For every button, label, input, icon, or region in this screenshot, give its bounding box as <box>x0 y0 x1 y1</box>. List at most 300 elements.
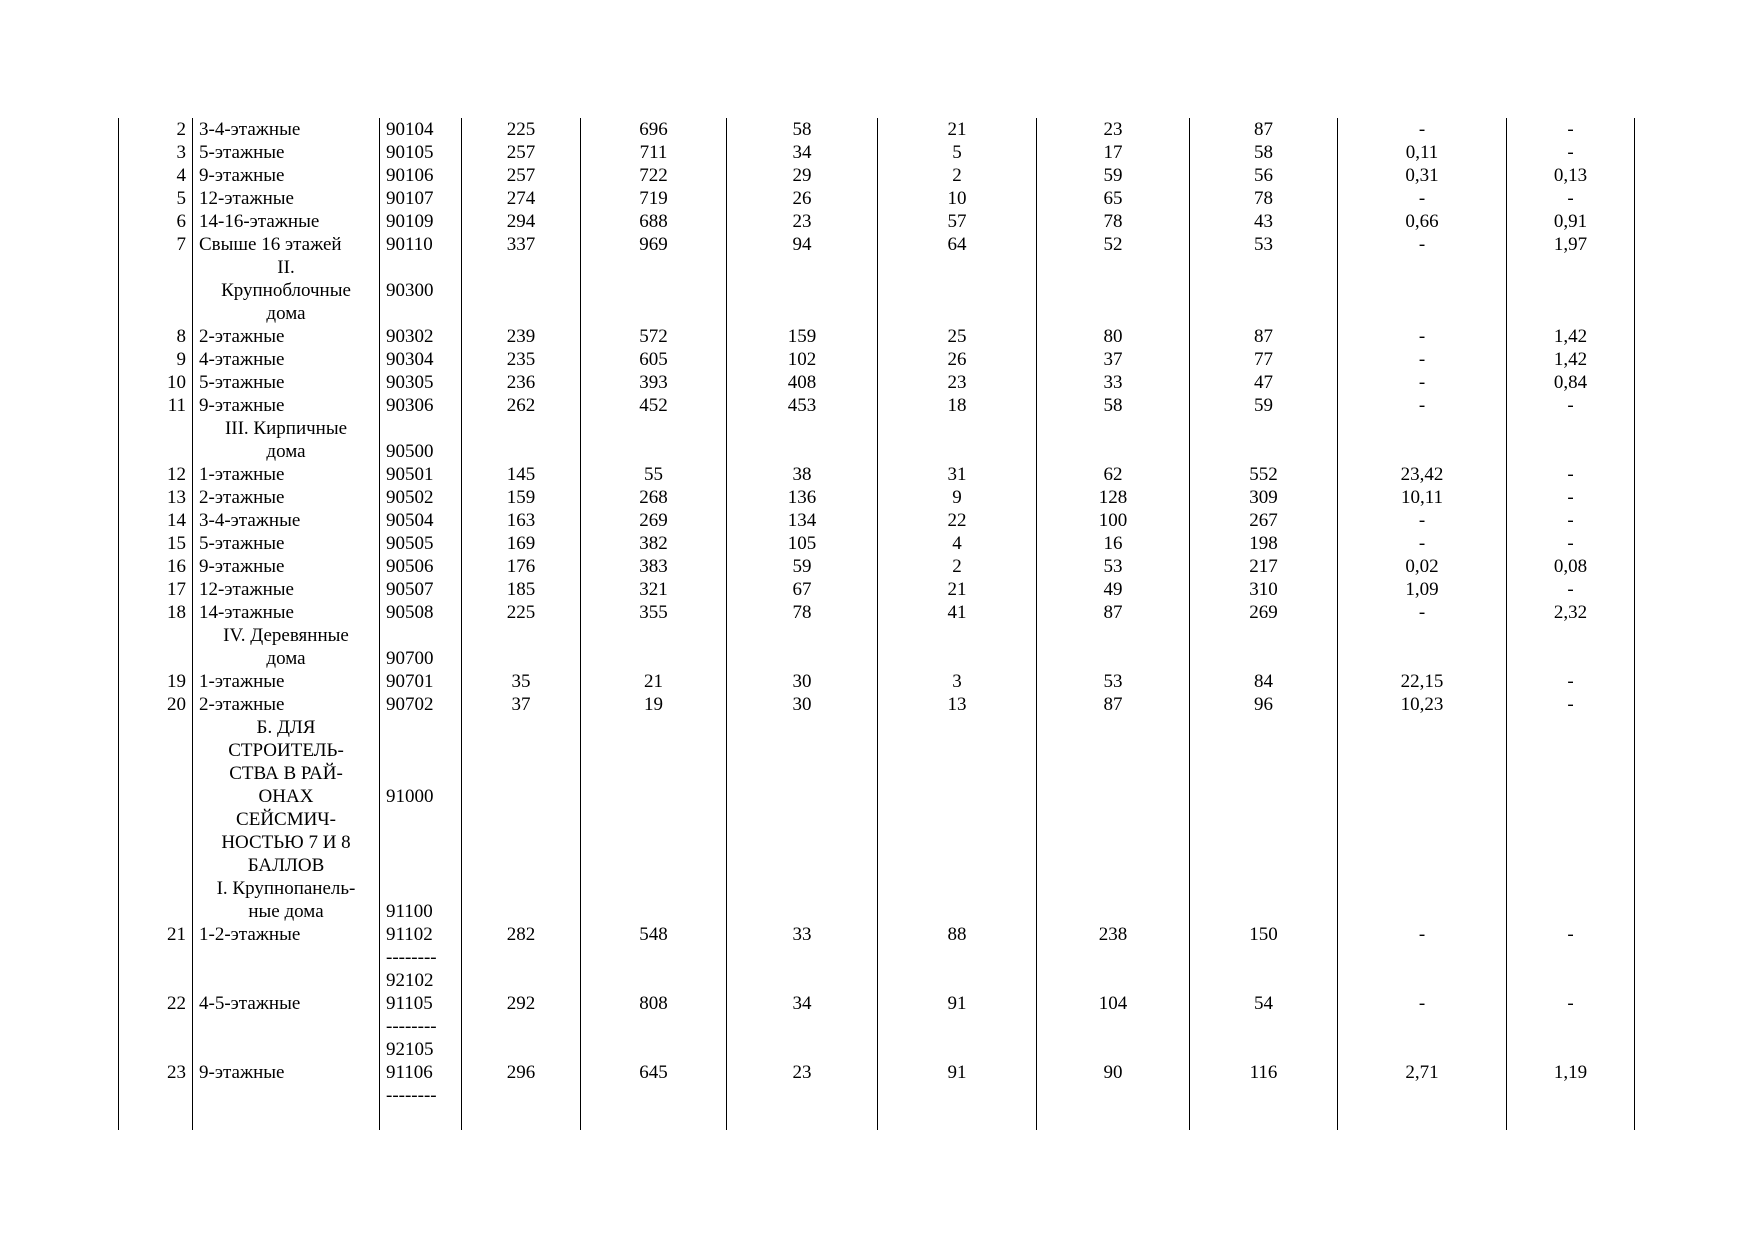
value-cell: 309 <box>1190 486 1338 509</box>
value-cell: 548 <box>581 923 727 946</box>
code-cell: 92105 <box>380 1038 462 1061</box>
code-cell <box>380 417 462 440</box>
value-cell <box>1507 1015 1635 1038</box>
value-cell <box>1037 716 1190 739</box>
value-cell: 18 <box>878 394 1037 417</box>
value-cell <box>1037 1038 1190 1061</box>
value-cell <box>462 808 581 831</box>
value-cell <box>1338 854 1507 877</box>
value-cell <box>462 946 581 969</box>
value-cell: 1,42 <box>1507 325 1635 348</box>
value-cell <box>878 900 1037 923</box>
value-cell: 53 <box>1190 233 1338 256</box>
value-cell <box>1338 762 1507 785</box>
row-number-cell: 19 <box>119 670 193 693</box>
code-cell: 91000 <box>380 785 462 808</box>
value-cell: 84 <box>1190 670 1338 693</box>
row-number-cell <box>119 417 193 440</box>
value-cell: 2 <box>878 555 1037 578</box>
building-type-cell: 2-этажные <box>193 486 380 509</box>
value-cell <box>1037 647 1190 670</box>
value-cell <box>1037 1084 1190 1107</box>
value-cell: 37 <box>1037 348 1190 371</box>
value-cell: 2 <box>878 164 1037 187</box>
section-title-cell: II. <box>193 256 380 279</box>
code-cell: 90701 <box>380 670 462 693</box>
building-type-cell <box>193 969 380 992</box>
value-cell <box>581 762 727 785</box>
section-row <box>119 624 1635 647</box>
value-cell: 100 <box>1037 509 1190 532</box>
value-cell <box>727 302 878 325</box>
value-cell <box>1190 785 1338 808</box>
section-title-cell: Крупноблочные <box>193 279 380 302</box>
value-cell: 19 <box>581 693 727 716</box>
table-body <box>119 118 1635 1130</box>
value-cell <box>878 302 1037 325</box>
value-cell <box>1190 302 1338 325</box>
value-cell <box>581 302 727 325</box>
value-cell <box>1037 762 1190 785</box>
value-cell <box>1338 900 1507 923</box>
table-row <box>119 946 1635 969</box>
row-number-cell: 8 <box>119 325 193 348</box>
value-cell <box>1338 808 1507 831</box>
code-cell: 92102 <box>380 969 462 992</box>
value-cell <box>878 440 1037 463</box>
value-cell <box>581 739 727 762</box>
building-type-cell: 5-этажные <box>193 141 380 164</box>
value-cell <box>1190 1084 1338 1107</box>
section-row <box>119 279 1635 302</box>
value-cell <box>1037 785 1190 808</box>
value-cell: 163 <box>462 509 581 532</box>
spacer-cell <box>1338 1107 1507 1130</box>
value-cell: 3 <box>878 670 1037 693</box>
spacer-cell <box>462 1107 581 1130</box>
value-cell: - <box>1507 532 1635 555</box>
value-cell: 62 <box>1037 463 1190 486</box>
value-cell: 87 <box>1037 601 1190 624</box>
value-cell: 78 <box>1037 210 1190 233</box>
value-cell <box>727 417 878 440</box>
value-cell: 0,08 <box>1507 555 1635 578</box>
value-cell <box>1507 624 1635 647</box>
value-cell <box>1338 1015 1507 1038</box>
row-number-cell: 21 <box>119 923 193 946</box>
value-cell <box>1037 877 1190 900</box>
value-cell: 87 <box>1190 325 1338 348</box>
value-cell: 55 <box>581 463 727 486</box>
value-cell: 56 <box>1190 164 1338 187</box>
value-cell: 90 <box>1037 1061 1190 1084</box>
value-cell: 257 <box>462 141 581 164</box>
value-cell: 22 <box>878 509 1037 532</box>
value-cell <box>581 900 727 923</box>
value-cell <box>1507 969 1635 992</box>
value-cell: 34 <box>727 141 878 164</box>
value-cell <box>462 854 581 877</box>
value-cell: 310 <box>1190 578 1338 601</box>
table-row <box>119 325 1635 348</box>
table-row <box>119 164 1635 187</box>
value-cell: 21 <box>878 578 1037 601</box>
value-cell <box>1190 808 1338 831</box>
value-cell: 116 <box>1190 1061 1338 1084</box>
table-row <box>119 532 1635 555</box>
section-row <box>119 831 1635 854</box>
value-cell <box>878 808 1037 831</box>
value-cell <box>1338 1038 1507 1061</box>
value-cell: - <box>1507 670 1635 693</box>
value-cell <box>1338 831 1507 854</box>
value-cell: 33 <box>1037 371 1190 394</box>
value-cell: 96 <box>1190 693 1338 716</box>
value-cell <box>1338 440 1507 463</box>
value-cell: 59 <box>1190 394 1338 417</box>
building-type-cell: 2-этажные <box>193 693 380 716</box>
value-cell <box>727 1015 878 1038</box>
value-cell <box>878 854 1037 877</box>
code-cell: 90507 <box>380 578 462 601</box>
value-cell: 383 <box>581 555 727 578</box>
value-cell: 59 <box>1037 164 1190 187</box>
value-cell: 408 <box>727 371 878 394</box>
value-cell: 10,11 <box>1338 486 1507 509</box>
code-cell: 90700 <box>380 647 462 670</box>
value-cell: 269 <box>1190 601 1338 624</box>
value-cell: 453 <box>727 394 878 417</box>
code-cell <box>380 762 462 785</box>
spacer-cell <box>1190 1107 1338 1130</box>
value-cell <box>462 877 581 900</box>
section-row <box>119 647 1635 670</box>
value-cell: 23 <box>878 371 1037 394</box>
row-number-cell: 4 <box>119 164 193 187</box>
row-number-cell <box>119 831 193 854</box>
value-cell: 25 <box>878 325 1037 348</box>
value-cell <box>581 647 727 670</box>
value-cell <box>1338 279 1507 302</box>
code-cell <box>380 854 462 877</box>
value-cell <box>1507 302 1635 325</box>
code-cell: 90300 <box>380 279 462 302</box>
value-cell: - <box>1338 118 1507 141</box>
value-cell: 0,02 <box>1338 555 1507 578</box>
row-number-cell: 16 <box>119 555 193 578</box>
value-cell: 128 <box>1037 486 1190 509</box>
value-cell: - <box>1507 578 1635 601</box>
row-number-cell <box>119 854 193 877</box>
building-type-cell: 9-этажные <box>193 555 380 578</box>
row-number-cell: 6 <box>119 210 193 233</box>
section-row <box>119 417 1635 440</box>
value-cell: 43 <box>1190 210 1338 233</box>
code-cell: 90105 <box>380 141 462 164</box>
value-cell: 21 <box>878 118 1037 141</box>
value-cell <box>727 739 878 762</box>
table-row <box>119 509 1635 532</box>
row-number-cell <box>119 279 193 302</box>
row-number-cell <box>119 785 193 808</box>
value-cell <box>1190 877 1338 900</box>
value-cell: 269 <box>581 509 727 532</box>
value-cell: 808 <box>581 992 727 1015</box>
value-cell: 29 <box>727 164 878 187</box>
table-row <box>119 141 1635 164</box>
value-cell: - <box>1507 923 1635 946</box>
value-cell <box>581 877 727 900</box>
value-cell <box>581 969 727 992</box>
row-number-cell: 5 <box>119 187 193 210</box>
value-cell: - <box>1507 992 1635 1015</box>
row-number-cell <box>119 624 193 647</box>
table-row <box>119 578 1635 601</box>
value-cell: - <box>1338 394 1507 417</box>
value-cell <box>1338 417 1507 440</box>
code-cell: 90502 <box>380 486 462 509</box>
spacer-cell <box>878 1107 1037 1130</box>
building-type-cell: 3-4-этажные <box>193 118 380 141</box>
value-cell <box>878 647 1037 670</box>
value-cell: 17 <box>1037 141 1190 164</box>
code-cell: 90508 <box>380 601 462 624</box>
code-cell: 90104 <box>380 118 462 141</box>
value-cell <box>581 624 727 647</box>
value-cell <box>727 440 878 463</box>
value-cell <box>727 831 878 854</box>
value-cell <box>462 279 581 302</box>
code-cell: 90306 <box>380 394 462 417</box>
building-type-cell: 9-этажные <box>193 394 380 417</box>
value-cell <box>581 256 727 279</box>
value-cell: 10 <box>878 187 1037 210</box>
value-cell <box>1037 302 1190 325</box>
table-row <box>119 348 1635 371</box>
row-number-cell <box>119 716 193 739</box>
section-title-cell: СТВА В РАЙ- <box>193 762 380 785</box>
code-cell: 90302 <box>380 325 462 348</box>
value-cell <box>1190 417 1338 440</box>
value-cell <box>878 1038 1037 1061</box>
section-title-cell: БАЛЛОВ <box>193 854 380 877</box>
value-cell <box>727 1038 878 1061</box>
value-cell: 719 <box>581 187 727 210</box>
row-number-cell <box>119 302 193 325</box>
value-cell <box>1507 831 1635 854</box>
value-cell: - <box>1507 141 1635 164</box>
value-cell: 274 <box>462 187 581 210</box>
value-cell <box>462 647 581 670</box>
value-cell <box>1037 279 1190 302</box>
section-title-cell: I. Крупнопанель- <box>193 877 380 900</box>
value-cell <box>1037 969 1190 992</box>
building-type-cell: Свыше 16 этажей <box>193 233 380 256</box>
row-number-cell: 14 <box>119 509 193 532</box>
value-cell <box>1338 256 1507 279</box>
value-cell: - <box>1507 463 1635 486</box>
value-cell: 30 <box>727 670 878 693</box>
value-cell <box>462 417 581 440</box>
value-cell <box>1190 716 1338 739</box>
row-number-cell: 13 <box>119 486 193 509</box>
value-cell: 1,42 <box>1507 348 1635 371</box>
row-number-cell: 11 <box>119 394 193 417</box>
value-cell <box>462 1015 581 1038</box>
code-cell: 90109 <box>380 210 462 233</box>
value-cell: 696 <box>581 118 727 141</box>
value-cell: 91 <box>878 992 1037 1015</box>
section-title-cell: III. Кирпичные <box>193 417 380 440</box>
value-cell: 38 <box>727 463 878 486</box>
table-row <box>119 693 1635 716</box>
value-cell <box>727 716 878 739</box>
row-number-cell: 2 <box>119 118 193 141</box>
value-cell <box>1507 256 1635 279</box>
table-row <box>119 969 1635 992</box>
section-row <box>119 900 1635 923</box>
value-cell: - <box>1338 187 1507 210</box>
table-row <box>119 555 1635 578</box>
section-title-cell: НОСТЬЮ 7 И 8 <box>193 831 380 854</box>
value-cell: 0,91 <box>1507 210 1635 233</box>
code-cell: 90106 <box>380 164 462 187</box>
value-cell: 572 <box>581 325 727 348</box>
value-cell: 57 <box>878 210 1037 233</box>
value-cell <box>1190 762 1338 785</box>
value-cell: 1,97 <box>1507 233 1635 256</box>
code-cell <box>380 877 462 900</box>
building-type-cell <box>193 946 380 969</box>
value-cell <box>1037 854 1190 877</box>
value-cell <box>1338 946 1507 969</box>
row-number-cell: 17 <box>119 578 193 601</box>
value-cell <box>581 831 727 854</box>
row-number-cell: 7 <box>119 233 193 256</box>
data-table <box>118 118 1635 1130</box>
value-cell: 87 <box>1037 693 1190 716</box>
table-row <box>119 187 1635 210</box>
building-type-cell: 1-этажные <box>193 670 380 693</box>
code-cell <box>380 739 462 762</box>
row-number-cell <box>119 877 193 900</box>
section-row <box>119 716 1635 739</box>
row-number-cell <box>119 739 193 762</box>
value-cell <box>1190 256 1338 279</box>
value-cell <box>1338 1084 1507 1107</box>
section-row <box>119 440 1635 463</box>
value-cell <box>1507 854 1635 877</box>
row-number-cell: 22 <box>119 992 193 1015</box>
value-cell <box>727 969 878 992</box>
value-cell <box>727 900 878 923</box>
table-row <box>119 1015 1635 1038</box>
value-cell: 150 <box>1190 923 1338 946</box>
building-type-cell: 12-этажные <box>193 578 380 601</box>
value-cell: - <box>1507 394 1635 417</box>
value-cell: 58 <box>1037 394 1190 417</box>
code-cell <box>380 624 462 647</box>
value-cell <box>1507 417 1635 440</box>
building-type-cell: 4-5-этажные <box>193 992 380 1015</box>
value-cell <box>878 739 1037 762</box>
value-cell: 605 <box>581 348 727 371</box>
value-cell: 198 <box>1190 532 1338 555</box>
value-cell: 22,15 <box>1338 670 1507 693</box>
value-cell: 235 <box>462 348 581 371</box>
building-type-cell: 4-этажные <box>193 348 380 371</box>
value-cell: 0,31 <box>1338 164 1507 187</box>
value-cell: - <box>1507 693 1635 716</box>
value-cell: 31 <box>878 463 1037 486</box>
value-cell <box>1190 1038 1338 1061</box>
row-number-cell <box>119 808 193 831</box>
value-cell: 267 <box>1190 509 1338 532</box>
value-cell <box>727 647 878 670</box>
spacer-cell <box>1507 1107 1635 1130</box>
value-cell <box>727 762 878 785</box>
value-cell <box>727 877 878 900</box>
value-cell <box>1507 279 1635 302</box>
code-cell <box>380 831 462 854</box>
section-row <box>119 854 1635 877</box>
value-cell: 239 <box>462 325 581 348</box>
value-cell: 1,19 <box>1507 1061 1635 1084</box>
value-cell <box>1338 969 1507 992</box>
section-row <box>119 808 1635 831</box>
value-cell <box>1338 624 1507 647</box>
value-cell: - <box>1338 233 1507 256</box>
value-cell <box>1190 440 1338 463</box>
value-cell: 91 <box>878 1061 1037 1084</box>
table-row <box>119 601 1635 624</box>
value-cell <box>1507 946 1635 969</box>
value-cell: 969 <box>581 233 727 256</box>
value-cell <box>1037 624 1190 647</box>
value-cell <box>727 624 878 647</box>
value-cell <box>1190 647 1338 670</box>
value-cell <box>462 256 581 279</box>
value-cell: 58 <box>727 118 878 141</box>
building-type-cell: 14-16-этажные <box>193 210 380 233</box>
value-cell: 236 <box>462 371 581 394</box>
value-cell: 688 <box>581 210 727 233</box>
value-cell <box>1190 624 1338 647</box>
value-cell <box>878 716 1037 739</box>
row-number-cell: 18 <box>119 601 193 624</box>
code-cell: 91105 <box>380 992 462 1015</box>
value-cell: 33 <box>727 923 878 946</box>
value-cell: 136 <box>727 486 878 509</box>
value-cell: 41 <box>878 601 1037 624</box>
value-cell <box>878 624 1037 647</box>
value-cell <box>581 417 727 440</box>
value-cell: 52 <box>1037 233 1190 256</box>
value-cell <box>878 279 1037 302</box>
table-row <box>119 463 1635 486</box>
code-cell: 90500 <box>380 440 462 463</box>
value-cell <box>878 877 1037 900</box>
value-cell: 134 <box>727 509 878 532</box>
spacer-cell <box>193 1107 380 1130</box>
value-cell: 58 <box>1190 141 1338 164</box>
value-cell: 26 <box>878 348 1037 371</box>
code-cell: 90505 <box>380 532 462 555</box>
code-cell: -------- <box>380 1084 462 1107</box>
row-number-cell: 12 <box>119 463 193 486</box>
building-type-cell <box>193 1015 380 1038</box>
value-cell: 53 <box>1037 670 1190 693</box>
